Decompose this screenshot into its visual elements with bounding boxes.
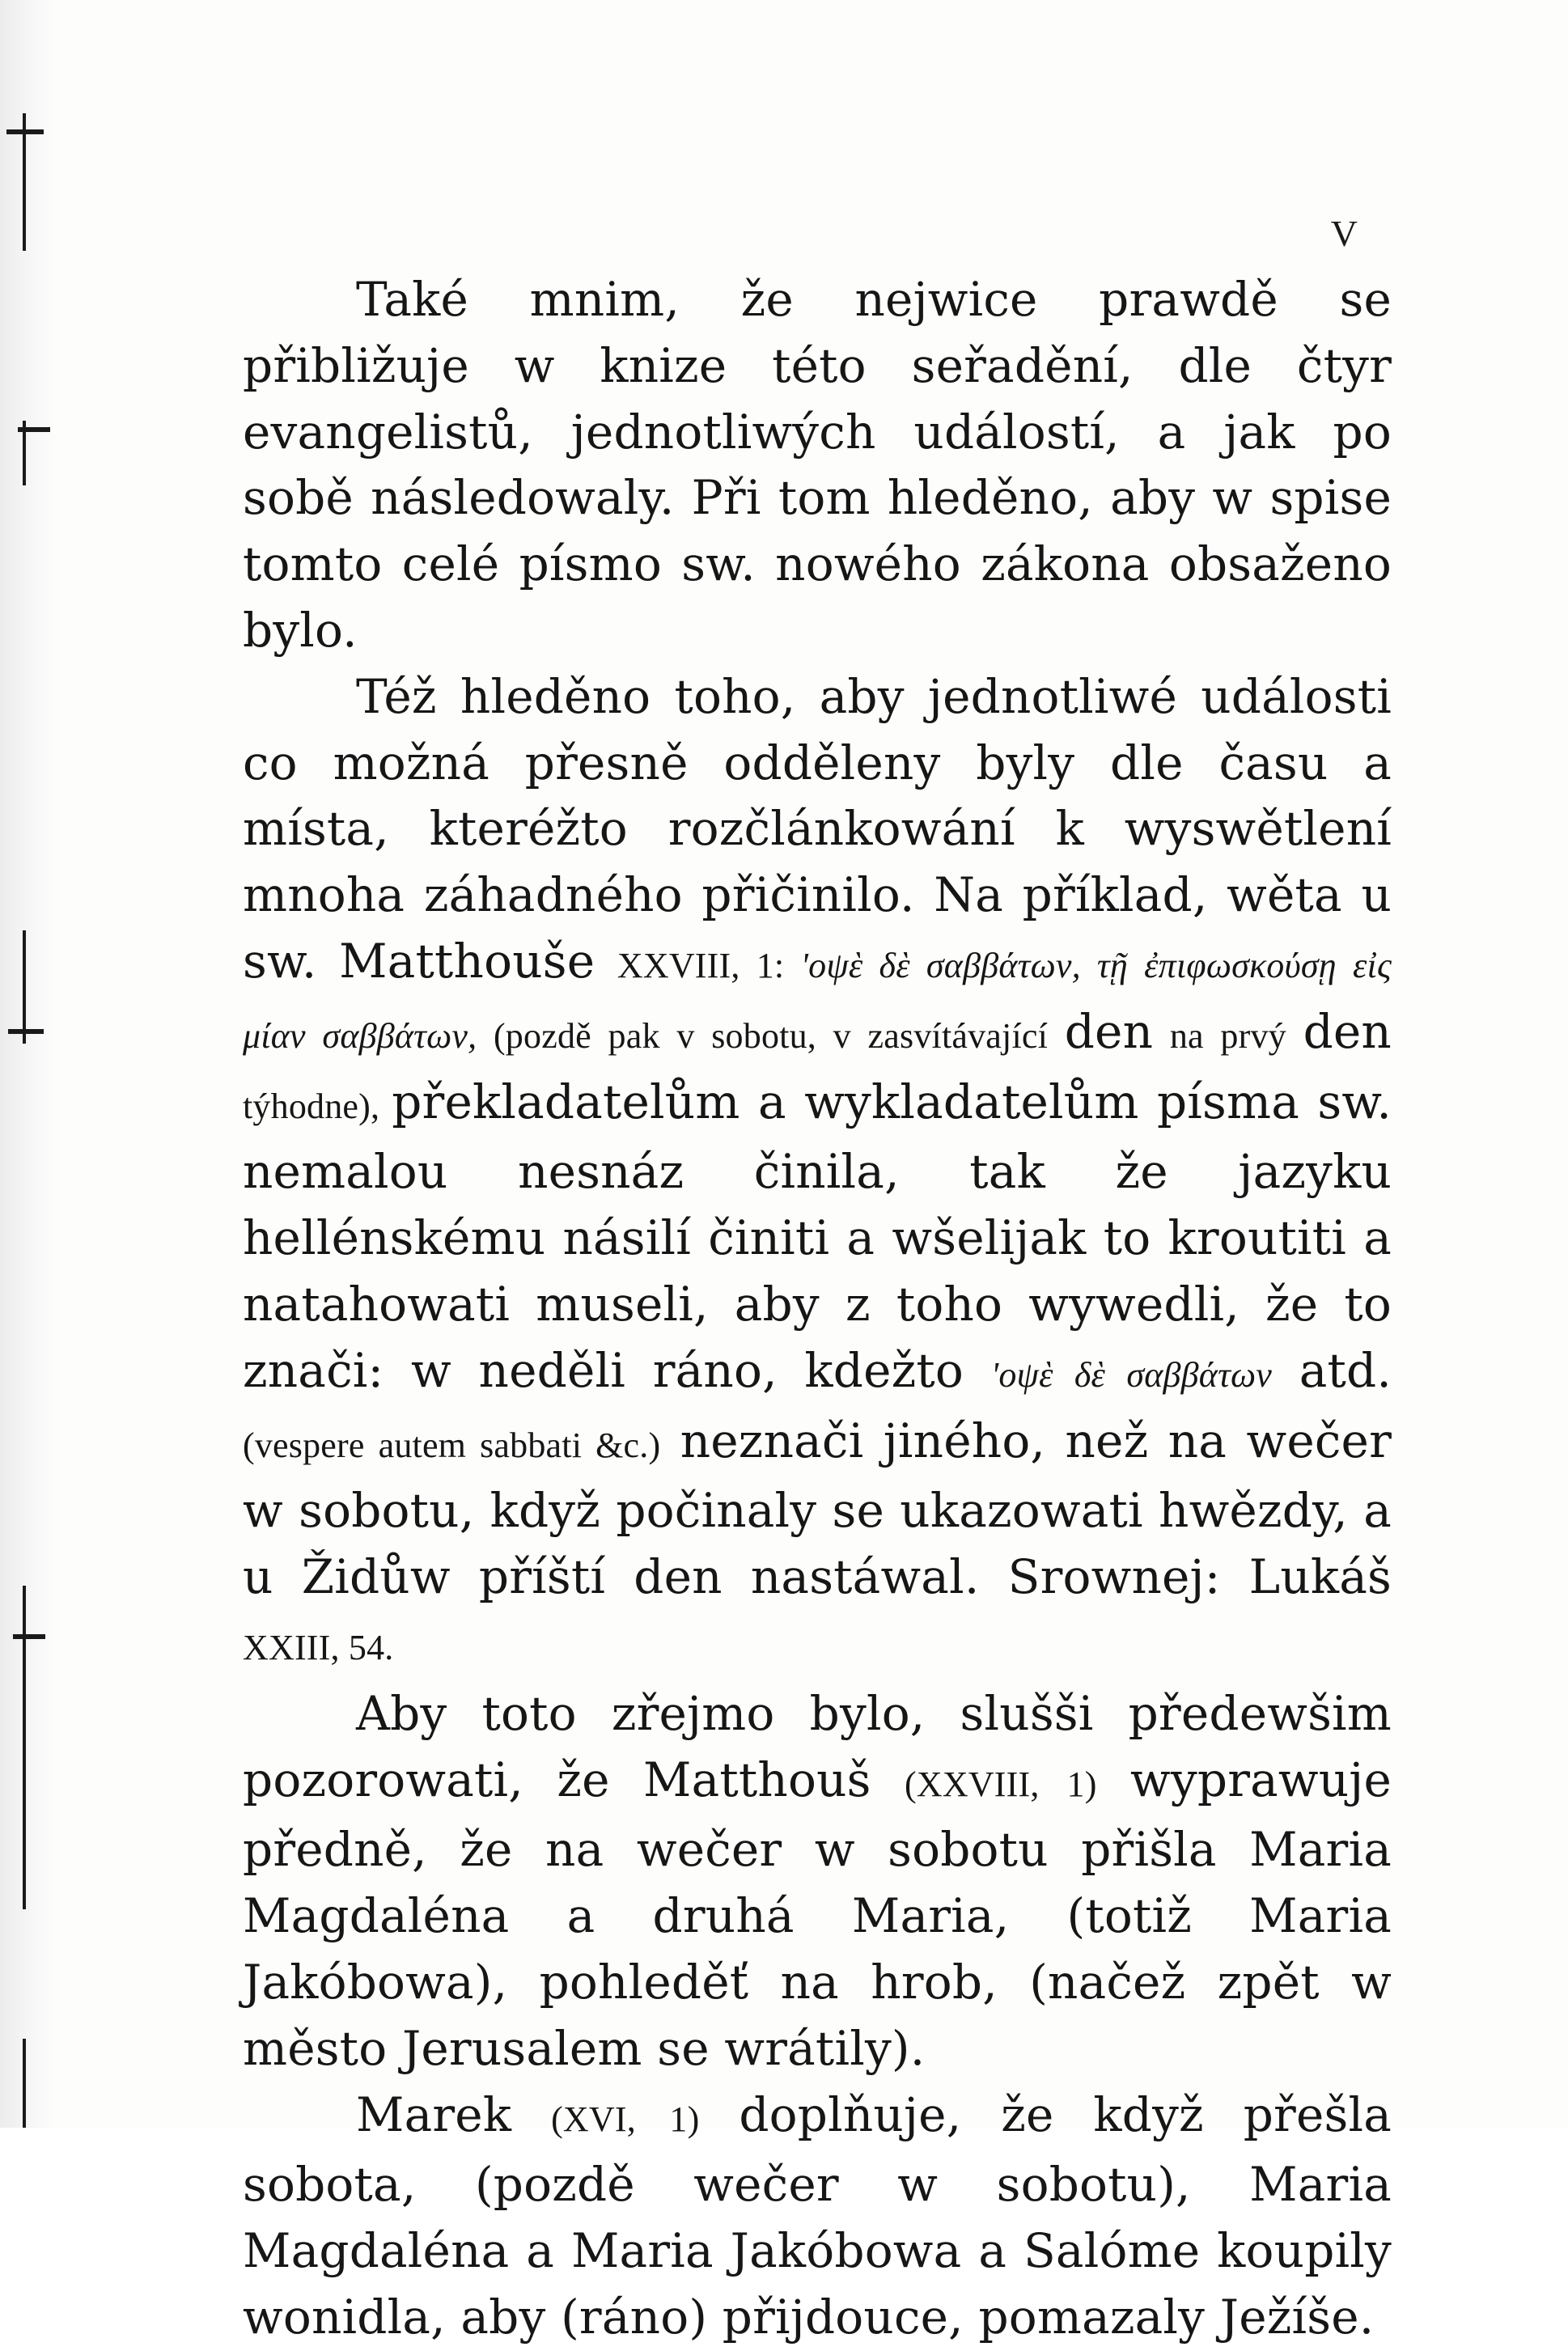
latin-text: (XXVIII, 1): [905, 1764, 1097, 1804]
paragraph: [243, 664, 1392, 1681]
text-run: atd.: [1272, 1342, 1392, 1398]
binding-mark: [18, 427, 50, 432]
latin-text: (pozdě pak v sobotu, v zasvítávající: [477, 1015, 1065, 1056]
latin-text: (XVI, 1): [551, 2099, 700, 2139]
binding-edge: [0, 0, 57, 2128]
latin-text: na prvý: [1153, 1015, 1303, 1056]
greek-quote: 'οψὲ δὲ σαββάτων: [990, 1354, 1273, 1395]
binding-mark: [8, 1029, 44, 1034]
latin-text: týhodne),: [243, 1086, 392, 1126]
paragraph: [243, 2082, 1392, 2351]
paragraph: Také mnim, že nejwice prawdě se přibližuje w knize této seřadění, dle čtyr evangelistů, jednotliwých událostí, a jak po sobě následowaly. Při tom hleděno, aby w spise tomto celé písmo sw. nowého zákona obsaženo bylo.: [243, 272, 1392, 658]
text-run: překladatelům a wykladatelům písma sw. nemalou nesnáz činila, tak že jazyku hellénskému násilí činiti a wšelijak to kroutiti a natahowati museli, aby z toho wywedli, že to znači: w neděli ráno, kdežto: [243, 1074, 1392, 1398]
text-run: Též hleděno toho, aby jednotliwé události co možná přesně odděleny byly dle času a místa, kteréžto rozčlánkowání k wyswětlení mnoha záhadného přičinilo. Na příklad, wěta u sw. Matthouše: [243, 668, 1392, 989]
text-run: Marek: [356, 2086, 552, 2142]
text-run: den: [1303, 1003, 1392, 1059]
paragraph: [243, 1681, 1392, 2082]
page-number: V: [1330, 213, 1358, 254]
latin-text: XXIII, 54.: [243, 1627, 394, 1667]
body-text: [243, 267, 1392, 2351]
latin-text: XXVIII, 1:: [617, 945, 801, 985]
text-run: neznači jiného, než na wečer w sobotu, když počinaly se ukazowati hwězdy, a u Židůw příští den nastáwal. Srownej: Lukáš: [243, 1413, 1392, 1605]
binding-rule: [23, 2039, 26, 2128]
text-run: doplňuje, že když přešla sobota, (pozdě wečer w sobotu), Maria Magdaléna a Maria Jakóbowa a Salóme koupily wonidla, aby (ráno) přijdouce, pomazaly Ježíše.: [243, 2086, 1392, 2345]
latin-text: (vespere autem sabbati &c.): [243, 1425, 661, 1465]
text-run: Aby toto zřejmo bylo, slušši předewšim pozorowati, že Matthouš: [243, 1685, 1392, 1807]
greek-quote: 'οψὲ δὲ σαββάτων, τῇ ἐπιφωσκούσῃ εἰς μίαν σαββάτων,: [243, 945, 1392, 1056]
text-run: wyprawuje předně, že na wečer w sobotu přišla Maria Magdaléna a druhá Maria, (totiž Maria Jakóbowa), pohleděť na hrob, (načež zpět w město Jerusalem se wrátily).: [243, 1752, 1392, 2076]
binding-mark: [6, 129, 44, 134]
text-run: den: [1064, 1003, 1154, 1059]
binding-rule: [23, 930, 26, 1044]
binding-mark: [13, 1634, 45, 1639]
